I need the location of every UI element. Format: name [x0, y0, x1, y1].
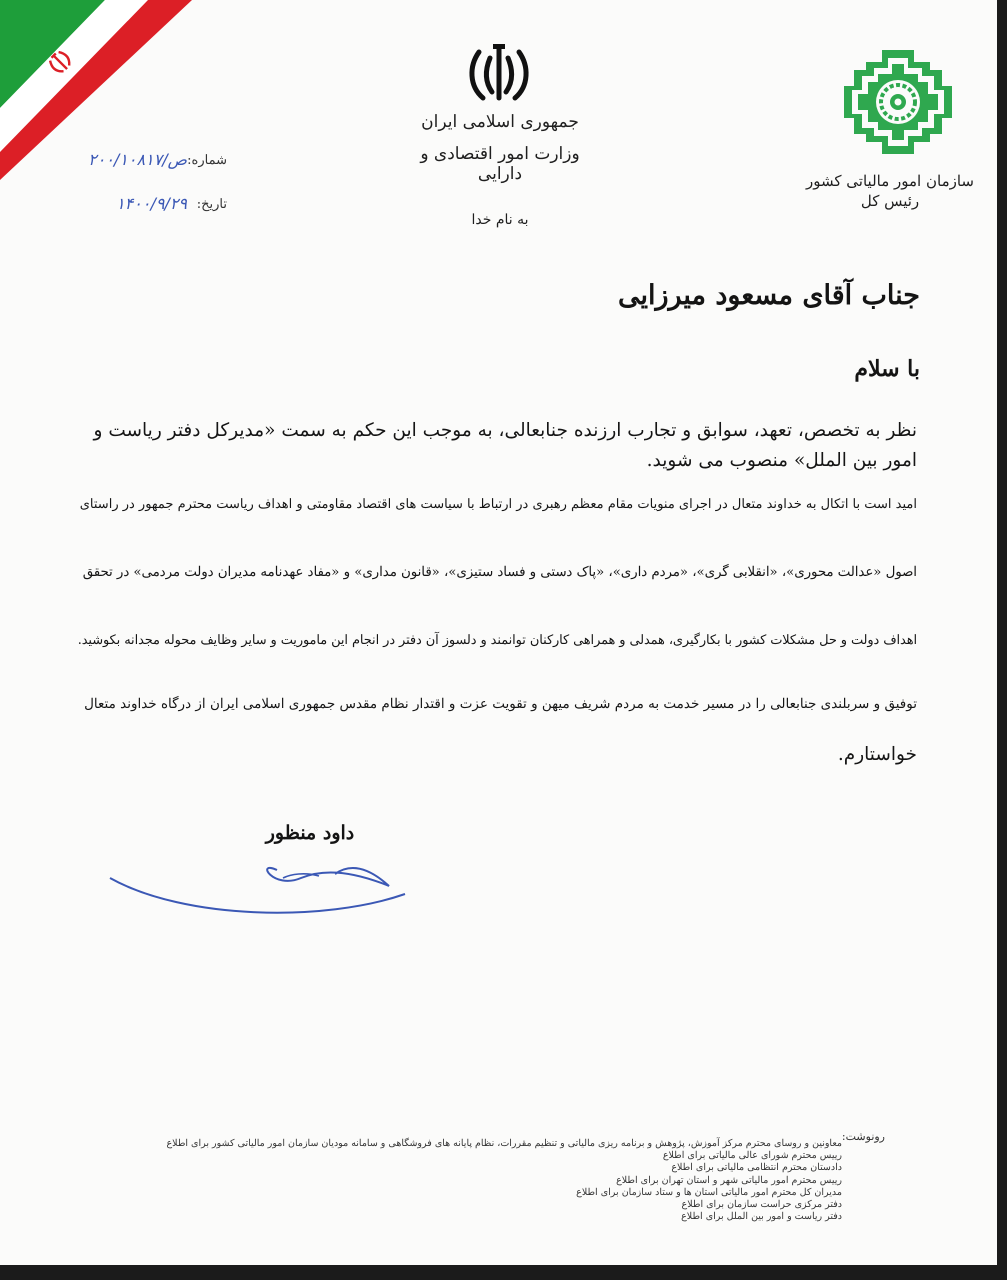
letter-number [52, 150, 227, 174]
cc-item: دادستان محترم انتظامی مالیاتی برای اطلاع [671, 1162, 842, 1174]
body-line-2: امید است با اتکال به خداوند متعال در اجرای منویات مقام معظم رهبری در ارتباط با سیاست های اقتصاد مقاومتی و اهداف ریاست محترم جمهور در راستای [79, 497, 917, 512]
cc-item: دفتر مرکزی حراست سازمان برای اطلاع [681, 1199, 842, 1211]
organization-role: رئیس کل [860, 192, 920, 210]
date-label: تاریخ: [196, 197, 227, 212]
number-label: شماره: [187, 153, 227, 168]
letter-date [52, 194, 227, 218]
addressee: جناب آقای مسعود میرزایی [617, 280, 920, 311]
date-value: ۱۴۰۰/۹/۲۹ [116, 194, 187, 213]
cc-item: معاونین و روسای محترم مرکز آموزش، پژوهش و برنامه ریزی مالیاتی و تنظیم مقررات، نظام پایانه های فروشگاهی و سامانه مودیان سازمان امور مالیاتی کشور برای اطلاع [166, 1138, 842, 1149]
body-line-5: توفیق و سربلندی جنابعالی را در مسیر خدمت به مردم شریف میهن و تقویت عزت و اقتدار نظام مقدس جمهوری اسلامی ایران از درگاه خداوند متعال [84, 696, 917, 712]
number-value: ۲۰۰/۱۰۸۱۷/ص [88, 150, 187, 169]
body-line-6: خواستارم. [837, 744, 917, 765]
greeting: با سلام [854, 356, 920, 382]
body-line-3: اصول «عدالت محوری»، «انقلابی گری»، «مردم داری»، «پاک دستی و فساد ستیزی»، «قانون مداری» و «مفاد عهدنامه مدیران دولت مردمی» در تحقق [82, 565, 917, 580]
cc-title: رونوشت: [841, 1130, 885, 1143]
organization-name: سازمان امور مالیاتی کشور [806, 172, 974, 190]
cc-item: دفتر ریاست و امور بین الملل برای اطلاع [681, 1211, 842, 1223]
basmala: به نام خدا [471, 212, 529, 228]
cc-item: رییس محترم شورای عالی مالیاتی برای اطلاع [662, 1150, 842, 1162]
handwritten-signature [105, 850, 415, 920]
signer-name: داود منظور [265, 822, 355, 844]
body-paragraph-1: نظر به تخصص، تعهد، سوابق و تجارب ارزنده جنابعالی، به موجب این حکم به سمت «مدیرکل دفتر ریاست و امور بین الملل» منصوب می شوید. [93, 420, 917, 471]
cc-item: رییس محترم امور مالیاتی شهر و استان تهران برای اطلاع [616, 1174, 842, 1186]
tax-organization-logo-icon [842, 48, 954, 156]
body-line-4: اهداف دولت و حل مشکلات کشور با بکارگیری، همدلی و همراهی کارکنان توانمند و دلسوز آن دفتر در انجام این ماموریت و سایر وظایف محوله مجدانه بکوشید. [77, 633, 917, 648]
cc-item: مدیران کل محترم امور مالیاتی استان ها و ستاد سازمان برای اطلاع [576, 1186, 842, 1198]
cc-list [150, 1138, 870, 1223]
ministry-title: وزارت امور اقتصادی و دارایی [420, 144, 580, 184]
republic-title: جمهوری اسلامی ایران [421, 112, 579, 132]
national-emblem-icon [463, 40, 535, 110]
